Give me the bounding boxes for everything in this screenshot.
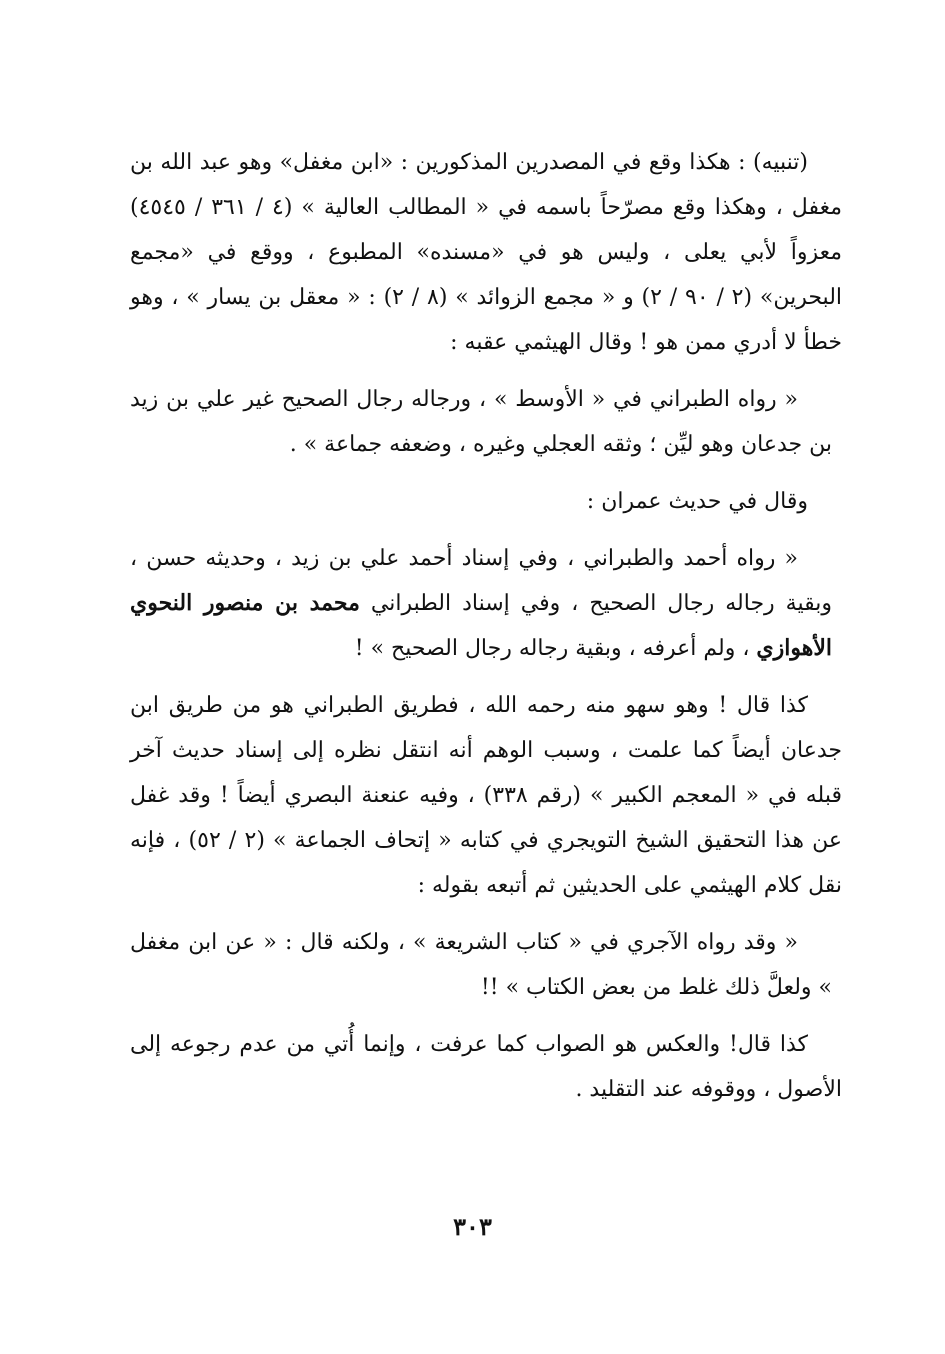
quote-text-start: « رواه أحمد والطبراني ، وفي إسناد أحمد علي بن زيد ، وحديثه حسن ، وبقية رجاله رجال الصحيح ، وفي إسناد الطبراني (130, 546, 832, 616)
paragraph-conclusion: كذا قال! والعكس هو الصواب كما عرفت ، وإنما أُتي من عدم رجوعه إلى الأصول ، ووقوفه عند التقليد . (130, 1032, 842, 1102)
paragraph-quote-haythami-1: « رواه الطبراني في « الأوسط » ، ورجاله رجال الصحيح غير علي بن زيد بن جدعان وهو ليِّن ؛ وثقه العجلي وغيره ، وضعفه جماعة » . (130, 387, 832, 457)
paragraph-quote-tuwayjiri: « وقد رواه الآجري في « كتاب الشريعة » ، ولكنه قال : « عن ابن مغفل » ولعلَّ ذلك غلط من بعض الكتاب » !! (130, 930, 832, 1000)
quote-text-end: ، ولم أعرفه ، وبقية رجاله رجال الصحيح » ! (354, 636, 757, 661)
paragraph-imran-intro: وقال في حديث عمران : (586, 489, 808, 514)
paragraph-note: (تنبيه) : هكذا وقع في المصدرين المذكورين : «ابن مغفل» وهو عبد الله بن مغفل ، وهكذا وقع مصرّحاً باسمه في « المطالب العالية » (٤ / ٣٦١ / ٤٥٤٥) معزواً لأبي يعلى ، وليس هو في «مسنده» المطبوع ، ووقع في «مجمع البحرين» (٢ / ٩٠ / ٢) و « مجمع الزوائد » (٨ / ٢) : « معقل بن يسار » ، وهو خطأ لا أدري ممن هو ! وقال الهيثمي عقبه : (130, 150, 843, 355)
body-text (130, 140, 842, 1112)
paragraph-quote-haythami-2 (130, 536, 842, 671)
paragraph-commentary: كذا قال ! وهو سهو منه رحمه الله ، فطريق الطبراني هو من طريق ابن جدعان أيضاً كما علمت ، وسبب الوهم أنه انتقل نظره إلى إسناد حديث آخر قبله في « المعجم الكبير » (رقم ٣٣٨) ، وفيه عنعنة البصري أيضاً ! وقد غفل عن هذا التحقيق الشيخ التويجري في كتابه « إتحاف الجماعة » (٢ / ٥٢) ، فإنه نقل كلام الهيثمي على الحديثين ثم أتبعه بقوله : (130, 693, 843, 898)
page-number: ٣٠٣ (453, 1212, 492, 1241)
quote-bold-name: محمد بن منصور النحوي الأهوازي (130, 590, 832, 661)
